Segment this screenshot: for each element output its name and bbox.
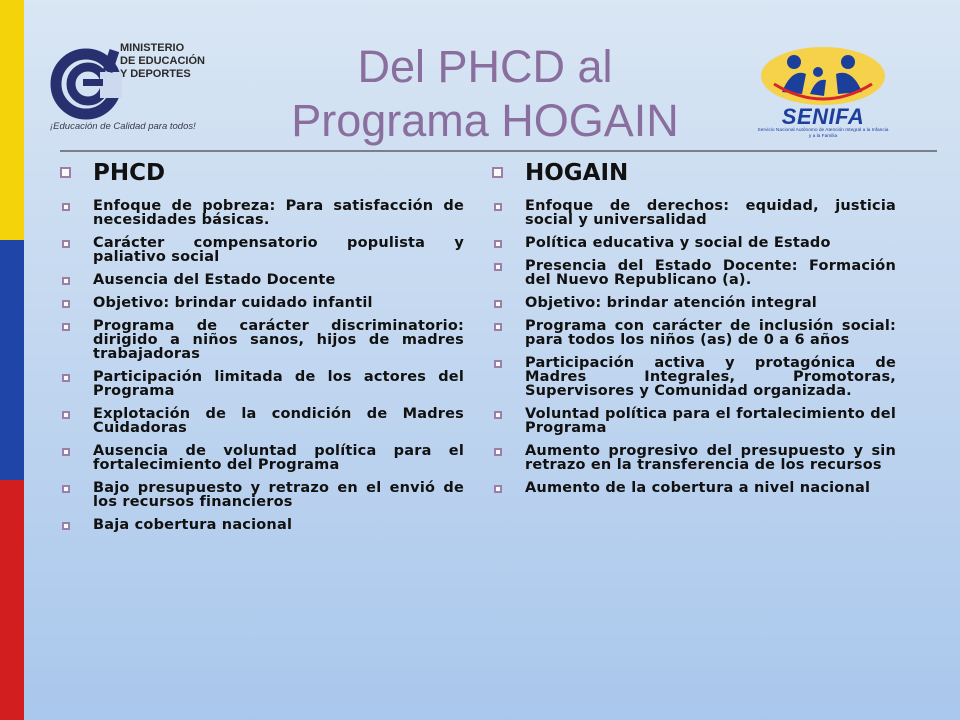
list-item <box>58 199 464 227</box>
square-bullet-icon <box>62 448 70 456</box>
list-item <box>58 236 464 264</box>
list-item-text: Programa con carácter de inclusión social: para todos los niños (as) de 0 a 6 años <box>525 318 896 348</box>
list-item-text: Bajo presupuesto y retrazo en el envió de los recursos financieros <box>93 480 464 510</box>
square-bullet-icon <box>62 277 70 285</box>
square-bullet-icon <box>62 203 70 211</box>
list-item-text: Objetivo: brindar atención integral <box>525 295 817 311</box>
flag-red-band <box>0 480 24 720</box>
slide-title <box>250 40 720 148</box>
square-bullet-icon <box>494 485 502 493</box>
list-item <box>58 518 464 532</box>
square-bullet-icon <box>494 300 502 308</box>
list-item-text: Enfoque de pobreza: Para satisfacción de necesidades básicas. <box>93 198 464 228</box>
square-bullet-icon <box>62 374 70 382</box>
list-item-text: Ausencia del Estado Docente <box>93 272 336 288</box>
list-item-text: Enfoque de derechos: equidad, justicia social y universalidad <box>525 198 896 228</box>
senifa-wordmark: SENIFA <box>781 104 865 129</box>
hogain-list <box>490 199 896 495</box>
ministry-name: MINISTERIO DE EDUCACIÓN Y DEPORTES <box>120 42 205 80</box>
senifa-logo <box>752 44 894 140</box>
header-divider <box>60 150 937 152</box>
list-item-text: Participación activa y protagónica de Madres Integrales, Promotoras, Supervisores y Comunidad organizada. <box>525 355 896 399</box>
square-bullet-icon <box>494 448 502 456</box>
list-item <box>490 236 896 250</box>
flag-yellow-band <box>0 0 24 240</box>
square-bullet-icon <box>494 323 502 331</box>
list-item-text: Aumento progresivo del presupuesto y sin retrazo en la transferencia de los recursos <box>525 443 896 473</box>
hogain-heading <box>490 160 896 190</box>
list-item-text: Carácter compensatorio populista y paliativo social <box>93 235 464 265</box>
square-bullet-icon <box>492 167 503 178</box>
square-bullet-icon <box>494 360 502 368</box>
square-bullet-icon <box>62 522 70 530</box>
square-bullet-icon <box>62 411 70 419</box>
square-bullet-icon <box>62 240 70 248</box>
ministry-slogan: ¡Educación de Calidad para todos! <box>50 121 196 132</box>
list-item-text: Programa de carácter discriminatorio: dirigido a niños sanos, hijos de madres trabajadoras <box>93 318 464 362</box>
square-bullet-icon <box>494 203 502 211</box>
list-item <box>58 319 464 361</box>
square-bullet-icon <box>62 323 70 331</box>
phcd-list <box>58 199 464 532</box>
list-item <box>490 407 896 435</box>
hogain-column <box>490 160 896 495</box>
list-item-text: Ausencia de voluntad política para el fortalecimiento del Programa <box>93 443 464 473</box>
square-bullet-icon <box>494 411 502 419</box>
list-item <box>58 444 464 472</box>
phcd-column <box>58 160 464 532</box>
senifa-emblem-icon <box>752 44 894 106</box>
list-item <box>490 481 896 495</box>
ministry-emblem-icon <box>50 42 122 122</box>
square-bullet-icon <box>62 485 70 493</box>
flag-stripe <box>0 0 24 720</box>
list-item <box>58 481 464 509</box>
list-item <box>58 296 464 310</box>
ministry-logo <box>50 42 240 137</box>
list-item <box>58 370 464 398</box>
list-item <box>490 199 896 227</box>
square-bullet-icon <box>494 240 502 248</box>
senifa-subtitle: Servicio Nacional Autónomo de Atención Integral a la Infancia y a la Familia <box>757 128 889 139</box>
list-item <box>490 356 896 398</box>
list-item-text: Baja cobertura nacional <box>93 517 293 533</box>
square-bullet-icon <box>494 263 502 271</box>
list-item-text: Política educativa y social de Estado <box>525 235 831 251</box>
phcd-heading-text: PHCD <box>93 160 166 186</box>
list-item <box>490 259 896 287</box>
list-item <box>490 296 896 310</box>
title-line-1: Del PHCD al <box>357 41 613 92</box>
list-item-text: Participación limitada de los actores del Programa <box>93 369 464 399</box>
list-item-text: Voluntad política para el fortalecimiento del Programa <box>525 406 896 436</box>
list-item <box>58 407 464 435</box>
list-item <box>490 444 896 472</box>
list-item-text: Presencia del Estado Docente: Formación del Nuevo Republicano (a). <box>525 258 896 288</box>
phcd-heading <box>58 160 464 190</box>
list-item-text: Aumento de la cobertura a nivel nacional <box>525 480 871 496</box>
list-item-text: Explotación de la condición de Madres Cuidadoras <box>93 406 464 436</box>
list-item-text: Objetivo: brindar cuidado infantil <box>93 295 373 311</box>
square-bullet-icon <box>60 167 71 178</box>
list-item <box>58 273 464 287</box>
list-item <box>490 319 896 347</box>
flag-blue-band <box>0 240 24 480</box>
title-line-2: Programa HOGAIN <box>291 95 679 146</box>
hogain-heading-text: HOGAIN <box>525 160 629 186</box>
square-bullet-icon <box>62 300 70 308</box>
